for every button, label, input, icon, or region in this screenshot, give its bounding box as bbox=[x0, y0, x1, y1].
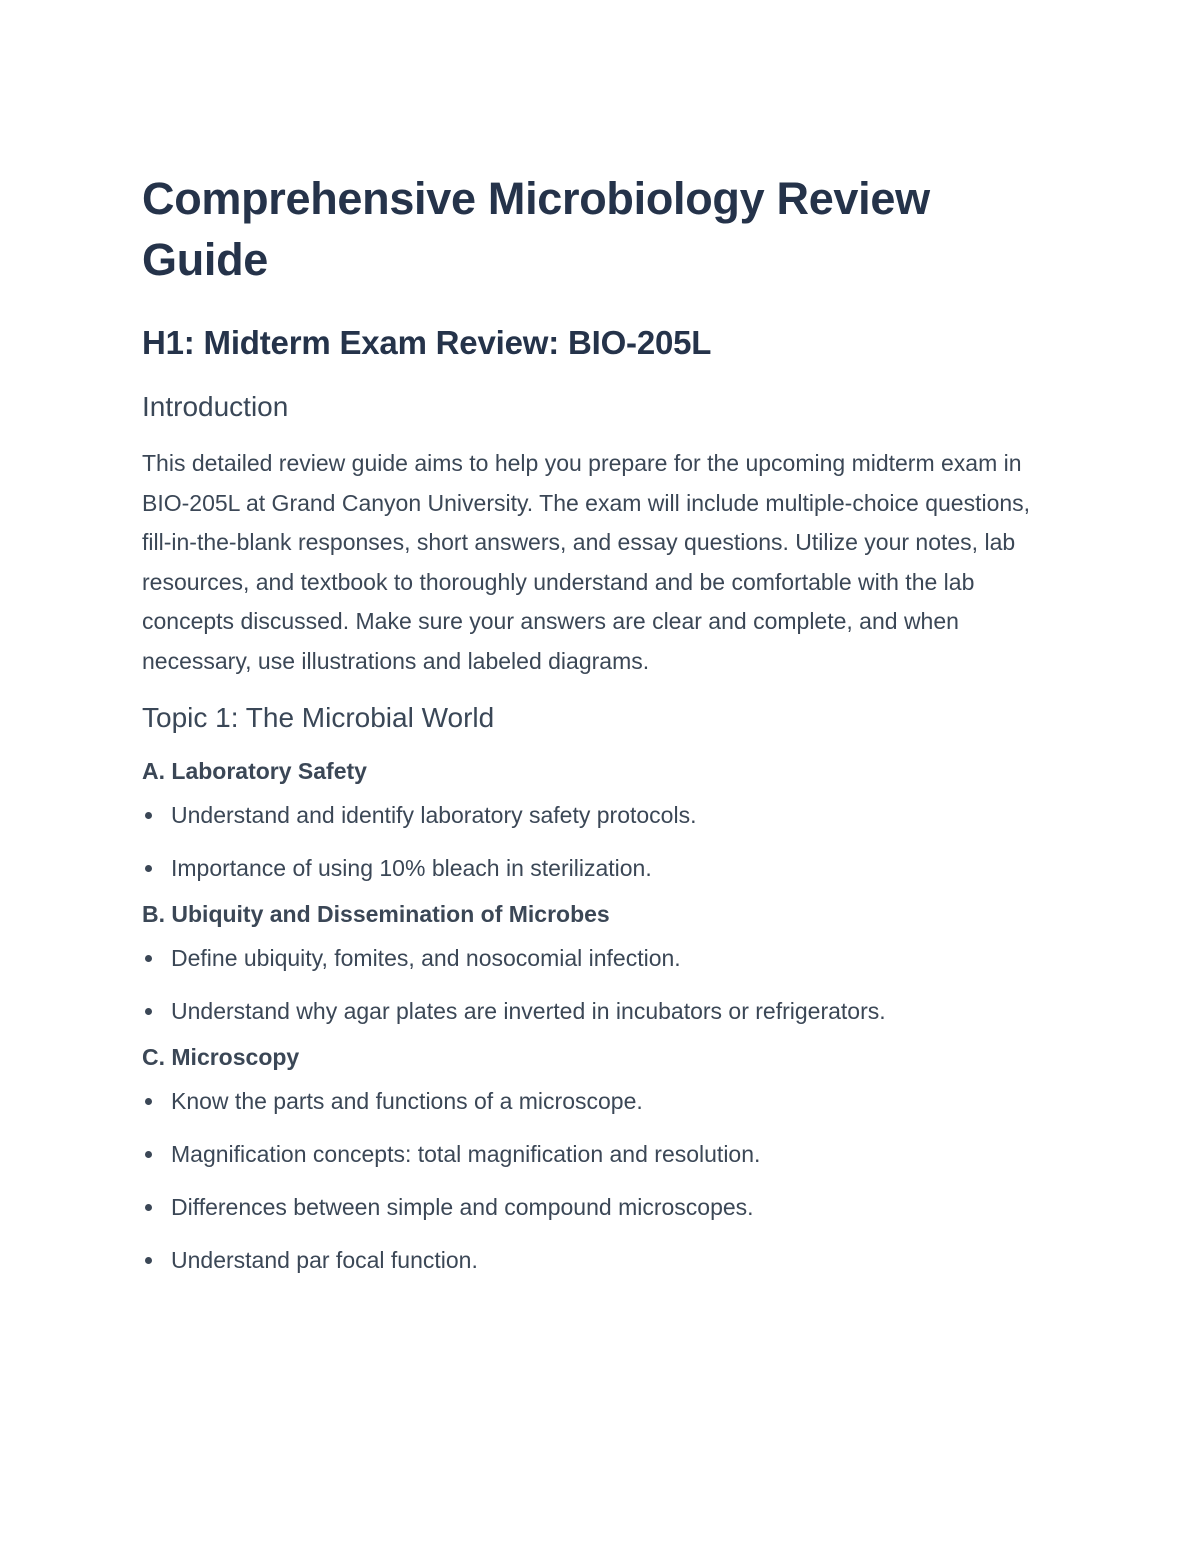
section-c-list bbox=[142, 1086, 1062, 1275]
list-item bbox=[142, 996, 1062, 1026]
document-title: Comprehensive Microbiology Review Guide bbox=[142, 173, 930, 285]
bullet-icon bbox=[145, 1008, 152, 1015]
list-item bbox=[142, 1245, 1062, 1275]
list-item-text: Define ubiquity, fomites, and nosocomial infection. bbox=[171, 945, 681, 971]
document-page bbox=[142, 168, 1062, 1275]
section-c-heading: C. Microscopy bbox=[142, 1044, 300, 1070]
section-b-heading: B. Ubiquity and Dissemination of Microbes bbox=[142, 901, 610, 927]
bullet-icon bbox=[145, 1098, 152, 1105]
introduction-heading: Introduction bbox=[142, 391, 289, 422]
list-item bbox=[142, 853, 1062, 883]
list-item bbox=[142, 800, 1062, 830]
list-item-text: Differences between simple and compound microscopes. bbox=[171, 1194, 754, 1220]
list-item-text: Understand and identify laboratory safety protocols. bbox=[171, 802, 697, 828]
bullet-icon bbox=[145, 1204, 152, 1211]
list-item-text: Know the parts and functions of a microscope. bbox=[171, 1088, 643, 1114]
introduction-paragraph: This detailed review guide aims to help you prepare for the upcoming midterm exam in BIO-205L at Grand Canyon University. The exam will include multiple-choice questions, fill-in-the-blank responses, short answers, and essay questions. Utilize your notes, lab resources, and textbook to thoroughly understand and be comfortable with the lab concepts discussed. Make sure your answers are clear and complete, and when necessary, use illustrations and labeled diagrams. bbox=[142, 450, 1031, 674]
list-item-text: Importance of using 10% bleach in sterilization. bbox=[171, 855, 652, 881]
bullet-icon bbox=[145, 1151, 152, 1158]
bullet-icon bbox=[145, 812, 152, 819]
list-item-text: Understand why agar plates are inverted in incubators or refrigerators. bbox=[171, 998, 886, 1024]
list-item bbox=[142, 1139, 1062, 1169]
midterm-heading: H1: Midterm Exam Review: BIO-205L bbox=[142, 324, 712, 361]
list-item bbox=[142, 943, 1062, 973]
list-item bbox=[142, 1192, 1062, 1222]
section-a-heading: A. Laboratory Safety bbox=[142, 758, 367, 784]
list-item-text: Understand par focal function. bbox=[171, 1247, 478, 1273]
topic-1-heading: Topic 1: The Microbial World bbox=[142, 702, 495, 733]
section-b-list bbox=[142, 943, 1062, 1026]
bullet-icon bbox=[145, 955, 152, 962]
bullet-icon bbox=[145, 865, 152, 872]
list-item bbox=[142, 1086, 1062, 1116]
bullet-icon bbox=[145, 1257, 152, 1264]
section-a-list bbox=[142, 800, 1062, 883]
list-item-text: Magnification concepts: total magnification and resolution. bbox=[171, 1141, 761, 1167]
